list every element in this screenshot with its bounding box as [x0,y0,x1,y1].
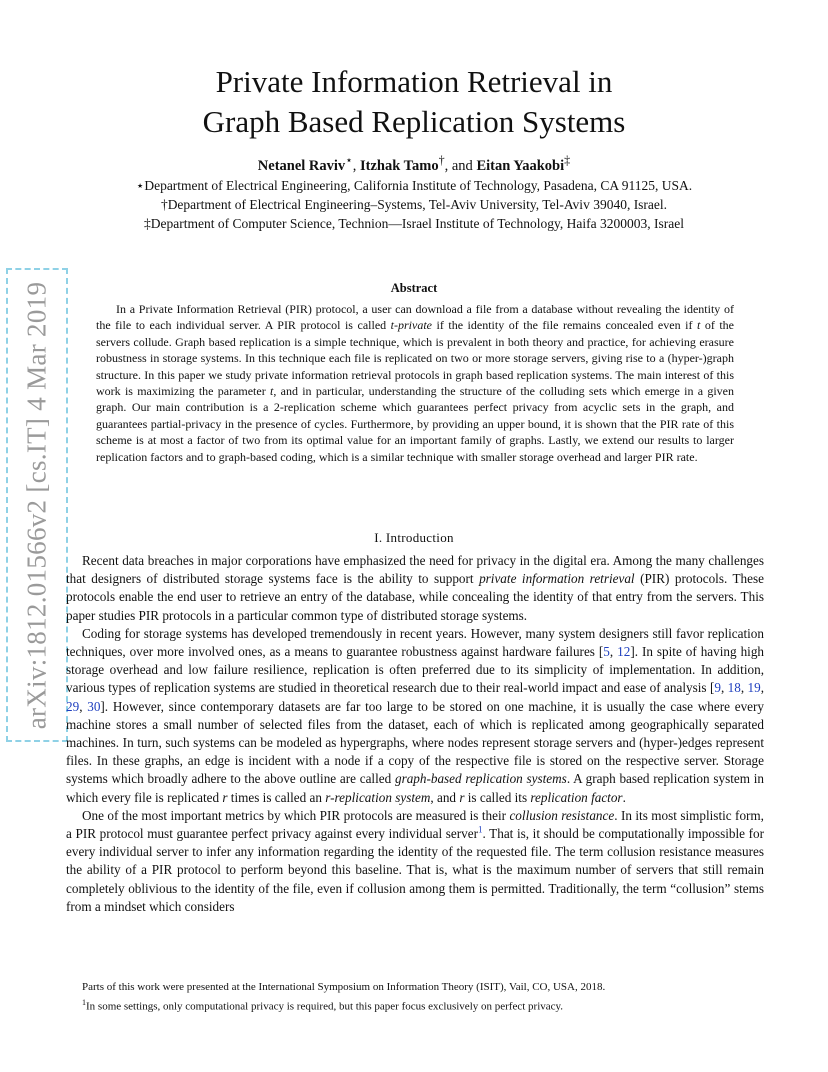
paragraph: Recent data breaches in major corporations have emphasized the need for privacy in the digital era. Among the many challenges that designers of distributed storage systems face is the ability to support private information retrieval (PIR) protocols. These protocols enable the end user to retrieve an entry of the database, while concealing the identity of that entry from the servers. This paper studies PIR protocols in a particular common type of distributed storage systems. [66,553,764,623]
author-name: Netanel Raviv [257,157,346,174]
citation-link[interactable]: 18 [727,680,741,696]
footnote: Parts of this work were presented at the International Symposium on Information Theory (ISIT), Vail, CO, USA, 2018. [82,981,606,993]
citation-link[interactable]: 19 [747,680,761,696]
author-separator: , and [444,157,477,174]
footnote: $^1$In some settings, only computational privacy is required, but this paper focus exclusively on perfect privacy. [82,998,564,1013]
citation-link[interactable]: 29 [66,698,80,714]
citation-link[interactable]: 12 [617,644,631,660]
author-mark: ‡ [564,153,571,167]
affiliation: ‡Department of Computer Science, Technion—Israel Institute of Technology, Haifa 3200003, Israel [144,216,684,231]
title-line-1: Private Information Retrieval in [215,64,613,99]
title-line-2: Graph Based Replication Systems [202,104,626,139]
author-list [0,153,828,175]
arxiv-id-text: arXiv:1812.01566v2 [cs.IT] 4 Mar 2019 [21,281,52,729]
paragraph: One of the most important metrics by which PIR protocols are measured is their collusion resistance. In its most simplistic form, a PIR protocol must guarantee perfect privacy against every individual server$^1$. That is, it should be computationally impossible for every individual server to infer any information regarding the identity of the requested file. The term collusion resistance measures the ability of a PIR protocol to perform beyond this baseline. That is, what is the maximum number of servers that still remain completely oblivious to the identity of the file, even if collusion among them is permitted. Traditionally, the term “collusion” stems from a mindset which considers [66,807,764,914]
arxiv-identifier-stamp [6,268,68,742]
author-name: Eitan Yaakobi [476,157,565,174]
affiliations [0,176,828,233]
author-separator: , [352,157,360,174]
citation-link[interactable]: 30 [87,698,101,714]
affiliation: ⋆Department of Electrical Engineering, California Institute of Technology, Pasadena, CA 91125, USA. [135,178,693,193]
section-heading-introduction: I. Introduction [374,530,454,545]
citation-link[interactable]: 9 [714,680,721,696]
paper-title [0,62,828,142]
citation-link[interactable]: 5 [603,644,610,660]
author-mark: ⋆ [345,153,353,167]
author-mark: † [438,153,445,167]
abstract-body: In a Private Information Retrieval (PIR) protocol, a user can download a file from a database without revealing the identity of the file to each individual server. A PIR protocol is called t-private if the identity of the file remains concealed even if t of the servers collude. Graph based replication is a simple technique, which is prevalent in both theory and practice, for achieving erasure robustness in storage systems. In this technique each file is replicated on two or more storage servers, giving rise to a (hyper-)graph structure. In this paper we study private information retrieval protocols in graph based replication systems. The main interest of this work is maximizing the parameter t, and in particular, understanding the structure of the colluding sets which emerge in a given graph. Our main contribution is a 2-replication scheme which guarantees perfect privacy from acyclic sets in the graph, and guarantees partial-privacy in the presence of cycles. Furthermore, by providing an upper bound, it is shown that the PIR rate of this scheme is at most a factor of two from its optimal value for an important family of graphs. Lastly, we extend our results to larger replication factors and to graph-based coding, which is a similar technique with smaller storage overhead and larger PIR rate. [96,302,735,464]
paragraph: Coding for storage systems has developed tremendously in recent years. However, many system designers still favor replication techniques, over more involved ones, as a means to guarantee robustness against hardware failures [5, 12]. In spite of having high storage overhead and low failure resilience, replication is often preferred due to its simplicity of implementation. In addition, various types of replication systems are studied in theoretical research due to their real-world impact and ease of analysis [9, 18, 19, 29, 30]. However, since contemporary datasets are far too large to be stored on one machine, it is usually the case where every machine stores a small number of selected files from the dataset, each of which is replicated among geographically separated machines. In turn, such systems can be modeled as hypergraphs, where nodes represent storage servers and (hyper-)edges represent files. In these graphs, an edge is incident with a node if a copy of the respective file is stored on the respective server. Storage systems which broadly adhere to the above outline are called graph-based replication systems. A graph based replication system in which every file is replicated r times is called an r-replication system, and r is called its replication factor. [66,625,765,805]
footnote-link[interactable]: 1 [477,824,483,835]
footnotes [66,980,764,1015]
abstract-heading: Abstract [390,281,438,295]
affiliation: †Department of Electrical Engineering–Systems, Tel-Aviv University, Tel-Aviv 39040, Israel. [160,197,668,212]
introduction-body [66,552,764,916]
author-name: Itzhak Tamo [360,157,439,174]
